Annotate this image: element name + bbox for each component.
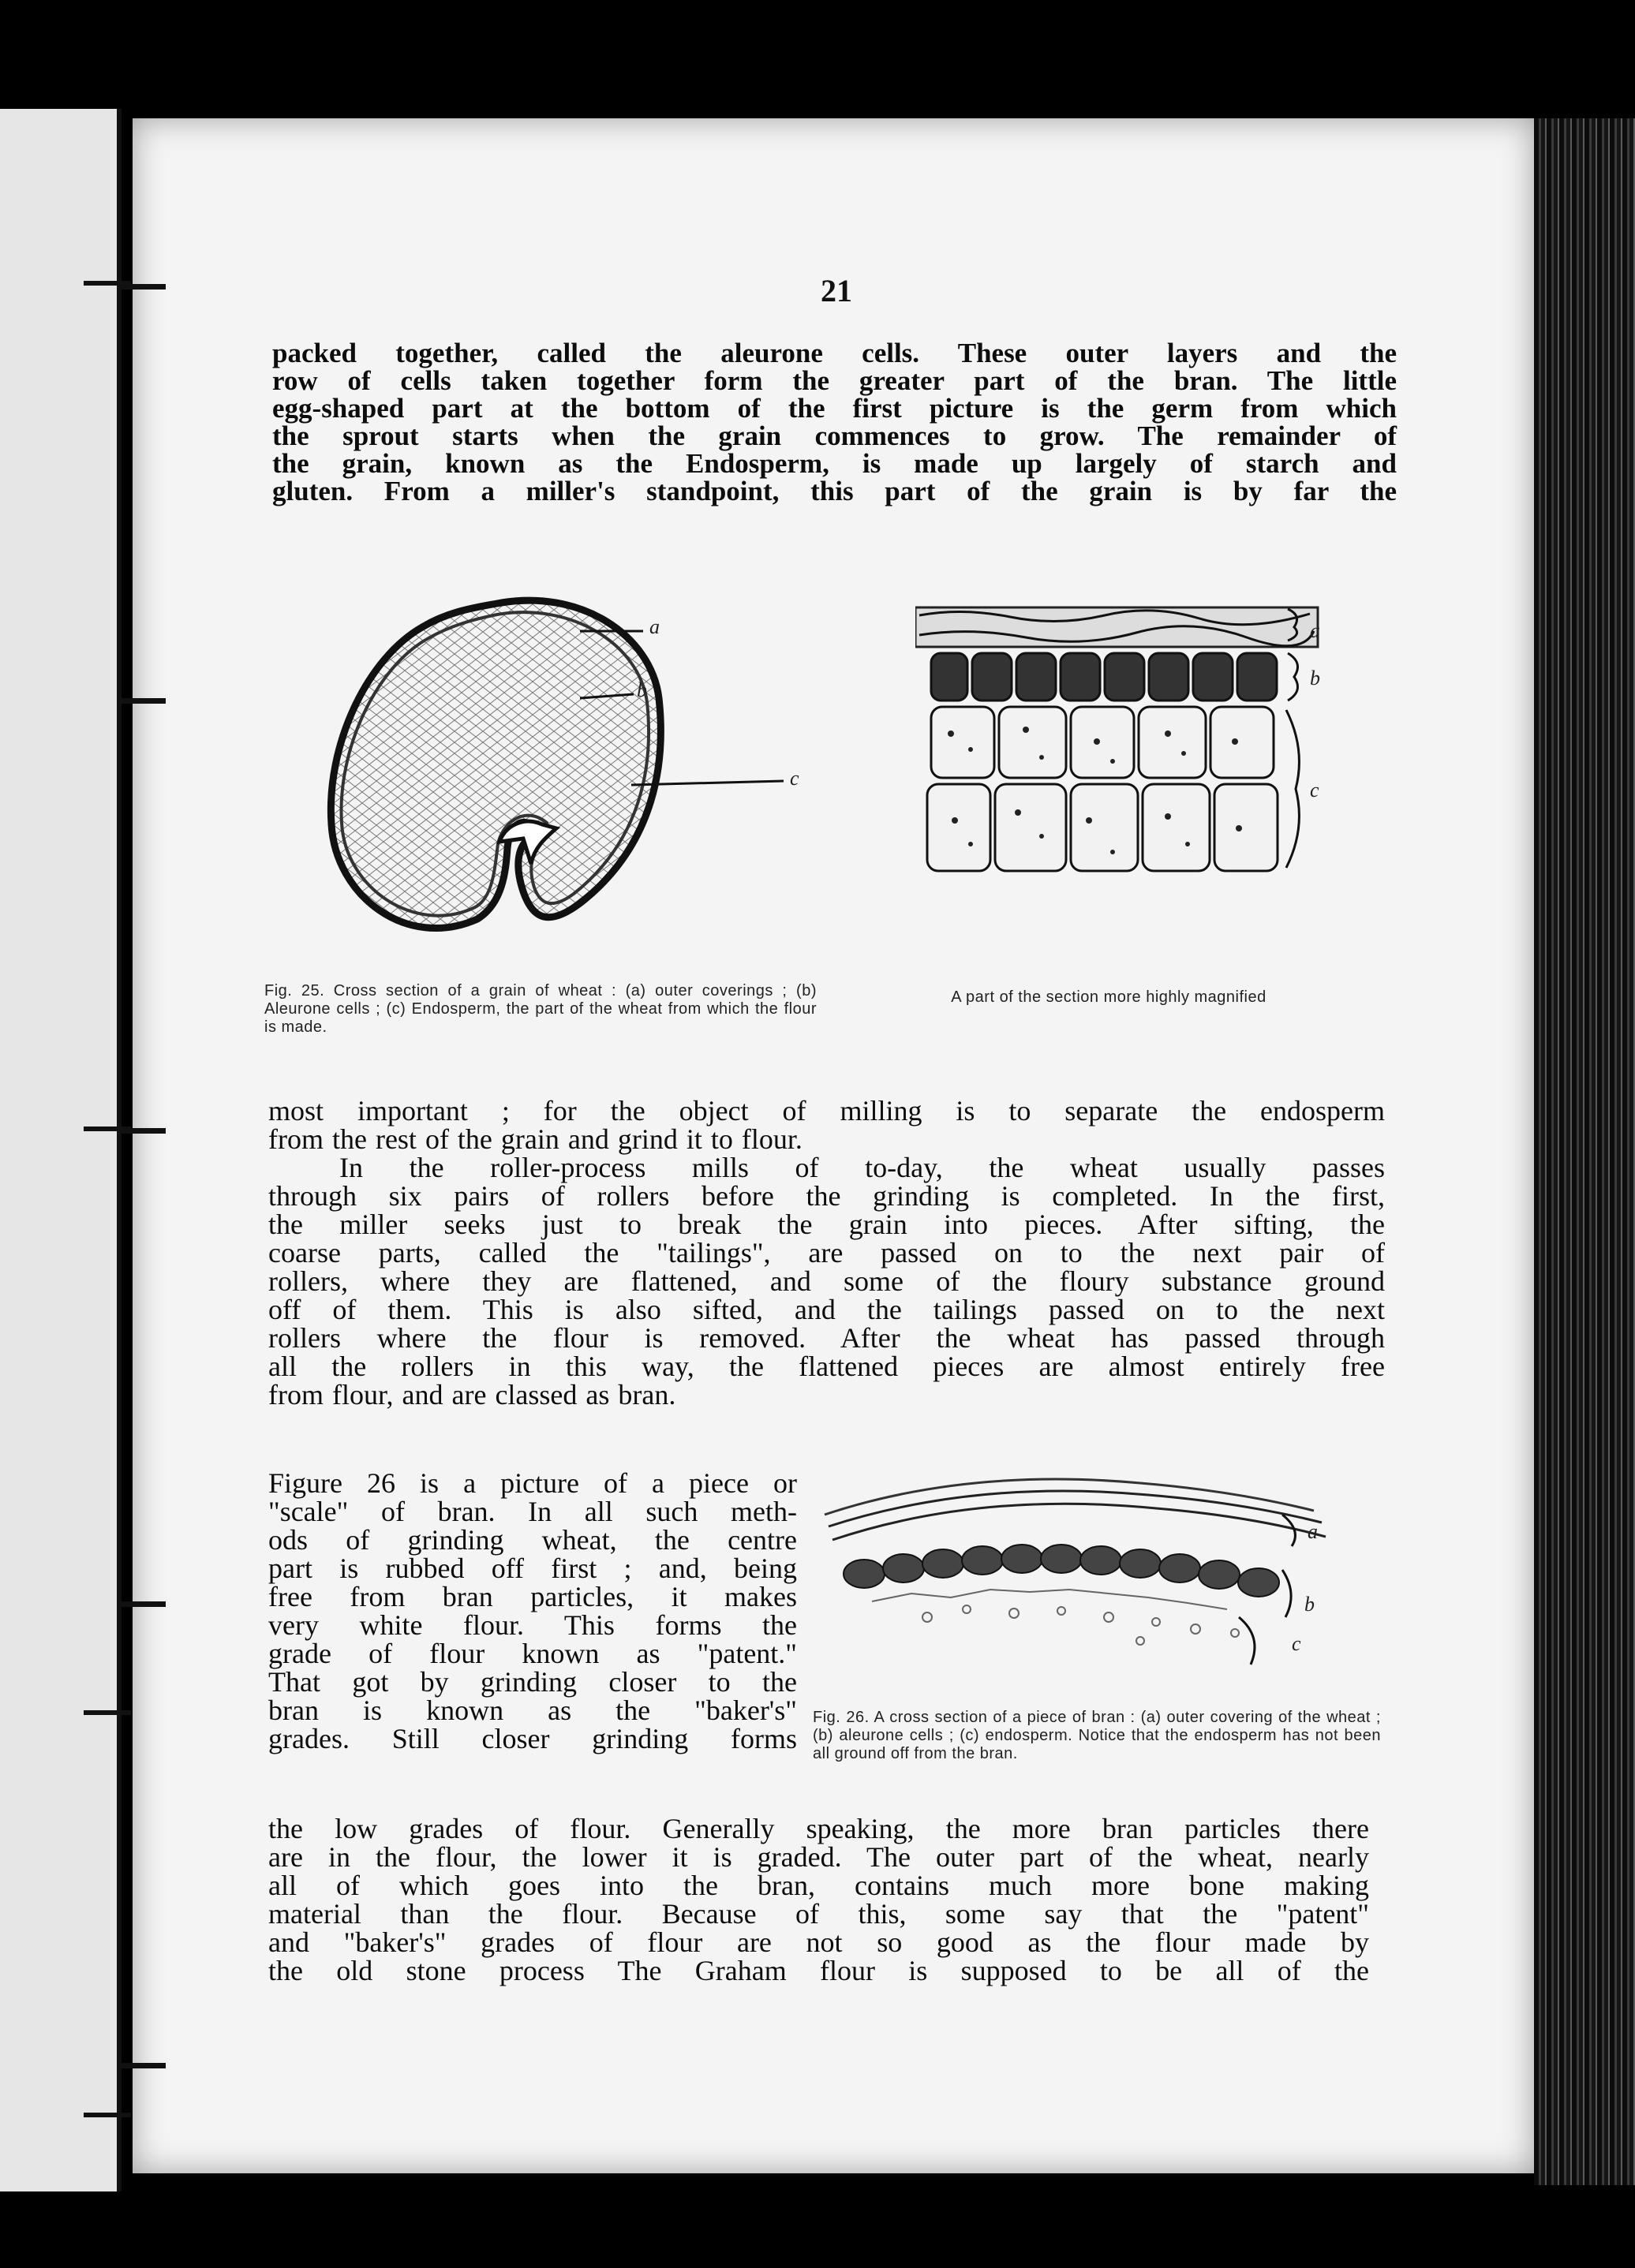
text-line: all the rollers in this way, the flattened pieces are almost entirely free <box>268 1351 1385 1382</box>
text-line: rollers, where they are flattened, and some of the floury substance ground <box>268 1265 1385 1297</box>
book-spine <box>1534 118 1635 2185</box>
paragraph-3 <box>268 1469 797 1753</box>
text-line: are in the flour, the lower it is graded. The outer part of the wheat, nearly <box>268 1841 1369 1873</box>
text-line: all of which goes into the bran, contains much more bone making <box>268 1870 1369 1901</box>
binding-mark <box>118 284 166 290</box>
text-line: the old stone process The Graham flour is supposed to be all of the <box>268 1955 1369 1986</box>
text-line: free from bran particles, it makes <box>268 1581 797 1612</box>
text-line: material than the flour. Because of this, some say that the "patent" <box>268 1898 1369 1930</box>
binding-mark <box>84 1710 131 1715</box>
paragraph-2 <box>268 1097 1385 1409</box>
text-line: the miller seeks just to break the grain into pieces. After sifting, the <box>268 1209 1385 1240</box>
fig25-label-a: a <box>649 615 660 638</box>
text-line: from flour, and are classed as bran. <box>268 1379 676 1410</box>
text-line: very white flour. This forms the <box>268 1609 797 1641</box>
text-line: Figure 26 is a picture of a piece or <box>268 1467 797 1499</box>
figure-25-magnified-section <box>915 592 1365 931</box>
fig26-label-c: c <box>1292 1632 1301 1655</box>
figure-25-grain-cross-section <box>320 588 809 966</box>
fig25-label-b: b <box>637 678 647 701</box>
text-line: from the rest of the grain and grind it to flour. <box>268 1123 803 1155</box>
text-line: bran is known as the "baker's" <box>268 1694 797 1726</box>
fig25b-label-a: a <box>1310 619 1320 642</box>
text-line: row of cells taken together form the greater part of the bran. The little <box>272 365 1397 396</box>
text-line: In the roller-process mills of to-day, the wheat usually passes <box>339 1152 1385 1183</box>
text-line: through six pairs of rollers before the grinding is completed. In the first, <box>268 1180 1385 1212</box>
text-line: the low grades of flour. Generally speaking, the more bran particles there <box>268 1813 1369 1844</box>
facing-page-edge <box>0 109 122 2191</box>
text-line: part is rubbed off first ; and, being <box>268 1552 797 1584</box>
figure-25-caption: Fig. 25. Cross section of a grain of wheat : (a) outer coverings ; (b) Aleurone cells ; (c) Endosperm, the part of the wheat from which the flour is made. <box>264 982 817 1036</box>
paragraph-1 <box>272 339 1397 505</box>
binding-mark <box>118 2063 166 2068</box>
page-number: 21 <box>821 273 852 308</box>
fig25b-label-c: c <box>1310 779 1319 801</box>
binding-mark <box>118 1128 166 1134</box>
paragraph-4 <box>268 1814 1369 1985</box>
fig25-label-c: c <box>790 767 799 790</box>
text-line: the grain, known as the Endosperm, is made up largely of starch and <box>272 448 1397 479</box>
text-line: packed together, called the aleurone cells. These outer layers and the <box>272 338 1397 368</box>
binding-mark <box>84 2113 131 2117</box>
text-line: and "baker's" grades of flour are not so good as the flour made by <box>268 1926 1369 1958</box>
text-line: grades. Still closer grinding forms <box>268 1723 797 1754</box>
binding-mark <box>118 1601 166 1607</box>
text-line: "scale" of bran. In all such meth- <box>268 1496 797 1527</box>
text-line: grade of flour known as "patent." <box>268 1638 797 1669</box>
figure-26-bran-section <box>809 1467 1377 1704</box>
text-line: the sprout starts when the grain commences to grow. The remainder of <box>272 420 1397 451</box>
fig26-label-b: b <box>1304 1593 1315 1616</box>
text-line: That got by grinding closer to the <box>268 1666 797 1698</box>
binding-mark <box>118 698 166 704</box>
text-line: rollers where the flour is removed. After the wheat has passed through <box>268 1322 1385 1354</box>
text-line: most important ; for the object of milling is to separate the endosperm <box>268 1095 1385 1127</box>
fig25b-label-b: b <box>1310 667 1320 689</box>
figure-25b-caption: A part of the section more highly magnified <box>951 988 1266 1006</box>
text-line: ods of grinding wheat, the centre <box>268 1524 797 1556</box>
fig26-label-a: a <box>1308 1520 1318 1543</box>
text-line: off of them. This is also sifted, and the tailings passed on to the next <box>268 1294 1385 1325</box>
text-line: coarse parts, called the "tailings", are passed on to the next pair of <box>268 1237 1385 1269</box>
text-line: egg-shaped part at the bottom of the first picture is the germ from which <box>272 393 1397 424</box>
text-line: gluten. From a miller's standpoint, this part of the grain is by far the <box>272 476 1397 506</box>
figure-26-caption: Fig. 26. A cross section of a piece of bran : (a) outer covering of the wheat ; (b) aleurone cells ; (c) endosperm. Notice that the endosperm has not been all ground off from the bran. <box>813 1709 1381 1762</box>
